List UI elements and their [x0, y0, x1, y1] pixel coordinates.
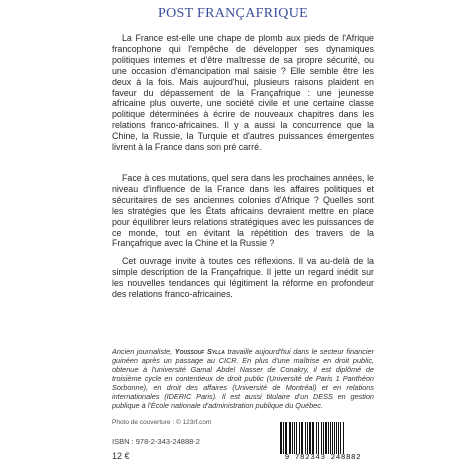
- barcode-bar: [340, 422, 341, 454]
- barcode-bar: [334, 422, 335, 454]
- isbn-number: ISBN : 978-2-343-24888-2: [112, 437, 200, 446]
- barcode-bar: [316, 422, 317, 454]
- author-bio-text: travaille aujourd'hui dans le secteur financier guinéen après un passage au CICR. En plus d'une maîtrise en droit public, obtenue à l'université Gamal Abdel Nasser de Conakry, il est diplômé de troisième cycle en contentieux de droit public (Université de Paris 1 Panthéon Sorbonne), en droit des affaires (Université de Montréal) et en relations internationales (IDERIC Paris). Il est aussi titulaire d'un DESS en gestion publique à l'École nationale d'administration publique du Québec.: [112, 347, 375, 410]
- blurb-paragraph-3: [112, 256, 374, 300]
- barcode-bars-icon: [272, 420, 374, 456]
- barcode-digits: 9 782343 248882: [272, 454, 374, 462]
- barcode-bar: [332, 422, 333, 454]
- blurb-paragraph-2: [112, 173, 374, 249]
- blurb-paragraph-2-text: Face à ces mutations, quel sera dans les prochaines années, le niveau d'influence de la France dans les affaires politiques et sécuritaires de ses anciennes colonies d'Afrique ? Quelles sont les stratégies que les États africains devraient mettre en place pour équilibrer leurs relations stratégiques avec les puissances de ce monde, tout en évitant la répétition des travers de la Françafrique avec la Chine et la Russie ?: [112, 173, 374, 249]
- barcode-bar: [330, 422, 331, 454]
- barcode-bar: [309, 422, 311, 454]
- barcode-bar: [296, 422, 297, 454]
- barcode-bar: [325, 422, 327, 454]
- photo-credit: Photo de couverture : © 123rf.com: [112, 419, 212, 426]
- blurb-paragraph-1-text: La France est-elle une chape de plomb aux pieds de l'Afrique francophone qui l'empêche de développer ses dynamiques politiques internes et d'être maîtresse de sa propre sécurité, ou une occasion d'émancipation mal saisie ? Elle semble être les deux à la fois. Mais aujourd'hui, plusieurs raisons plaident en faveur du dépassement de la Françafrique : une jeunesse africaine plus ouverte, une société civile et une certaine classe politique déterminées à écrire de nouveaux chapitres dans les relations franco-africaines. Il y a aussi la concurrence que la Chine, la Russie, la Turquie et d'autres puissances émergentes livrent à la France dans son pré carré.: [112, 33, 374, 153]
- author-bio: [112, 347, 374, 410]
- barcode-bar: [328, 422, 329, 454]
- barcode-bar: [292, 422, 293, 454]
- author-name: Youssouf Sylla: [174, 347, 225, 356]
- price-label: 12 €: [112, 451, 130, 461]
- barcode-bar: [294, 422, 295, 454]
- barcode-bar: [318, 422, 319, 454]
- author-bio-prefix: Ancien journaliste,: [112, 347, 175, 356]
- barcode-bar: [338, 422, 339, 454]
- barcode-bar: [305, 422, 306, 454]
- barcode: [272, 420, 374, 464]
- barcode-bar: [336, 422, 337, 454]
- barcode-bar: [301, 422, 303, 454]
- book-title: POST FRANÇAFRIQUE: [158, 6, 308, 21]
- barcode-bar: [312, 422, 314, 454]
- barcode-bar: [307, 422, 308, 454]
- barcode-bar: [283, 422, 284, 454]
- barcode-bar: [321, 422, 322, 454]
- blurb-paragraph-3-text: Cet ouvrage invite à toutes ces réflexions. Il va au-delà de la simple description de la Françafrique. Il jette un regard inédit sur les nouvelles tendances qui légitiment la réforme en profondeur des relations franco-africaines.: [112, 256, 374, 299]
- barcode-bar: [280, 422, 282, 454]
- barcode-bar: [289, 422, 291, 454]
- blurb-paragraph-1: [112, 33, 374, 153]
- barcode-bar: [299, 422, 300, 454]
- barcode-bar: [343, 422, 344, 454]
- barcode-bar: [285, 422, 287, 454]
- barcode-bar: [323, 422, 324, 454]
